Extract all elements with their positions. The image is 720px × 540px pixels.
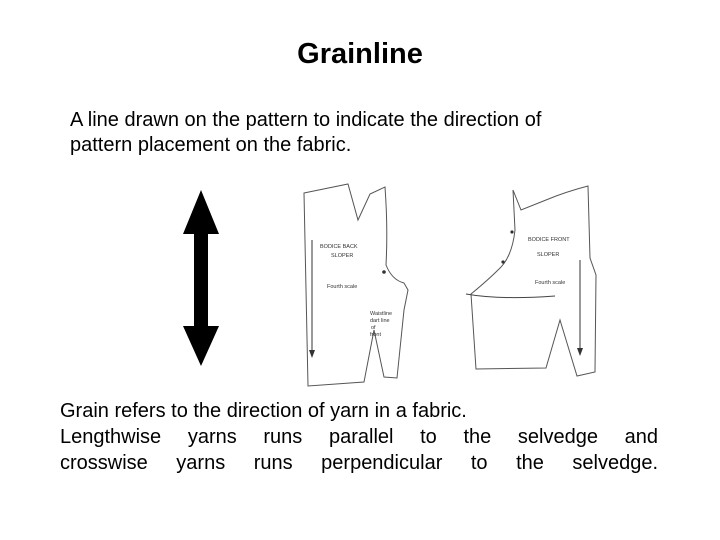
definition-line-2: pattern placement on the fabric. [70, 134, 352, 156]
back-note-2: dart line [370, 318, 390, 324]
back-note-1: Waistline [370, 311, 393, 317]
back-note-3: of [371, 325, 376, 331]
double-headed-arrow-icon [183, 190, 219, 366]
definition-line-1: A line drawn on the pattern to indicate the direction of [70, 109, 542, 131]
footer-line-1: Grain refers to the direction of yarn in a fabric. [60, 400, 467, 422]
front-label-3: Fourth scale [535, 280, 566, 286]
grain-explanation [60, 398, 658, 476]
footer-line-2: Lengthwise yarns runs parallel to the selvedge and [60, 426, 658, 448]
front-label-1: BODICE FRONT [528, 237, 570, 243]
back-label-1: BODICE BACK [320, 244, 358, 250]
front-label-2: SLOPER [537, 252, 560, 258]
slide-title: Grainline [297, 38, 423, 70]
back-label-3: Fourth scale [327, 284, 358, 290]
back-label-2: SLOPER [331, 253, 354, 259]
bodice-front-pattern [466, 186, 596, 376]
footer-line-3: crosswise yarns runs perpendicular to the selvedge. [60, 452, 658, 474]
back-note-4: front [370, 332, 382, 338]
